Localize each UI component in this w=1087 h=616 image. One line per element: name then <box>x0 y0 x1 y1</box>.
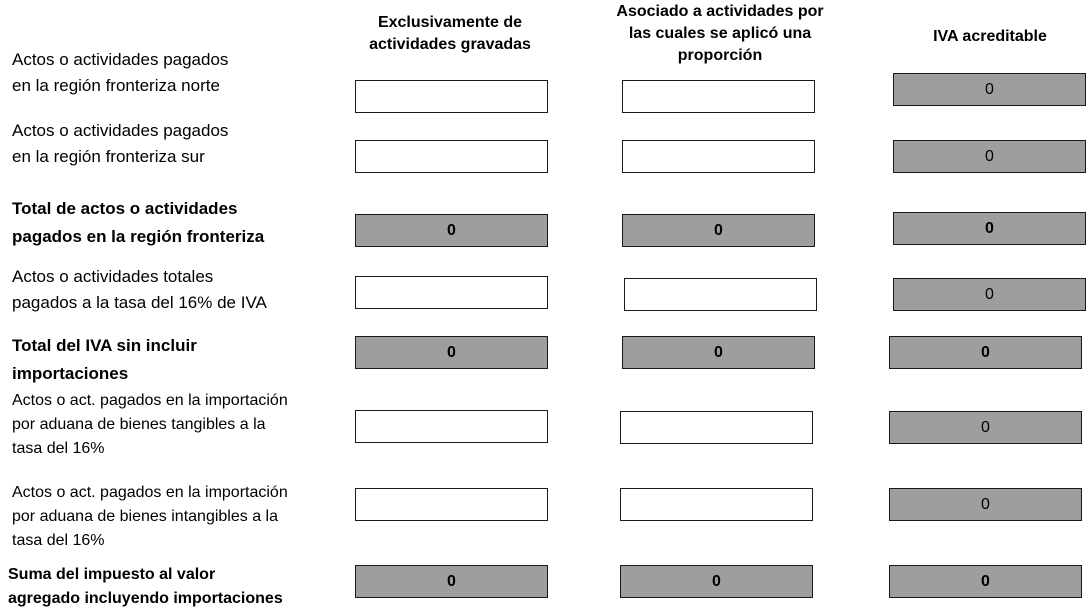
row-label-total-fronteriza: Total de actos o actividades pagados en la región fronteriza <box>12 199 265 246</box>
input-intangibles-exclusivamente[interactable] <box>355 488 548 521</box>
header-exclusivamente: Exclusivamente de actividades gravadas <box>369 14 531 53</box>
row-label-fronteriza-norte: Actos o actividades pagados en la región fronteriza norte <box>12 50 229 95</box>
suma-iva-iva: 0 <box>889 565 1082 598</box>
input-intangibles-asociado[interactable] <box>620 488 813 521</box>
row-label-importacion-tangibles: Actos o act. pagados en la importación por aduana de bienes tangibles a la tasa del 16% <box>12 392 288 457</box>
row-label-suma-iva: Suma del impuesto al valor agregado incluyendo importaciones <box>8 566 283 607</box>
suma-iva-exclusivamente: 0 <box>355 565 548 598</box>
row-label-tasa-16: Actos o actividades totales pagados a la tasa del 16% de IVA <box>12 267 267 312</box>
header-asociado: Asociado a actividades por las cuales se aplicó una proporción <box>616 3 824 64</box>
input-tasa16-exclusivamente[interactable] <box>355 276 548 309</box>
total-sin-imp-exclusivamente: 0 <box>355 336 548 369</box>
iva-norte: 0 <box>893 73 1086 106</box>
input-norte-exclusivamente[interactable] <box>355 80 548 113</box>
iva-intangibles: 0 <box>889 488 1082 521</box>
row-label-fronteriza-sur: Actos o actividades pagados en la región fronteriza sur <box>12 121 229 166</box>
input-norte-asociado[interactable] <box>622 80 815 113</box>
input-tangibles-exclusivamente[interactable] <box>355 410 548 443</box>
input-sur-asociado[interactable] <box>622 140 815 173</box>
row-label-total-sin-importaciones: Total del IVA sin incluir importaciones <box>12 336 197 383</box>
row-label-importacion-intangibles: Actos o act. pagados en la importación por aduana de bienes intangibles a la tasa del 16% <box>12 484 288 549</box>
iva-tangibles: 0 <box>889 411 1082 444</box>
total-sin-imp-iva: 0 <box>889 336 1082 369</box>
input-tasa16-asociado[interactable] <box>624 278 817 311</box>
input-tangibles-asociado[interactable] <box>620 411 813 444</box>
iva-sur: 0 <box>893 140 1086 173</box>
total-fronteriza-asociado: 0 <box>622 214 815 247</box>
total-fronteriza-iva: 0 <box>893 212 1086 245</box>
iva-tasa16: 0 <box>893 278 1086 311</box>
input-sur-exclusivamente[interactable] <box>355 140 548 173</box>
header-iva-acreditable: IVA acreditable <box>933 28 1047 45</box>
total-sin-imp-asociado: 0 <box>622 336 815 369</box>
suma-iva-asociado: 0 <box>620 565 813 598</box>
total-fronteriza-exclusivamente: 0 <box>355 214 548 247</box>
